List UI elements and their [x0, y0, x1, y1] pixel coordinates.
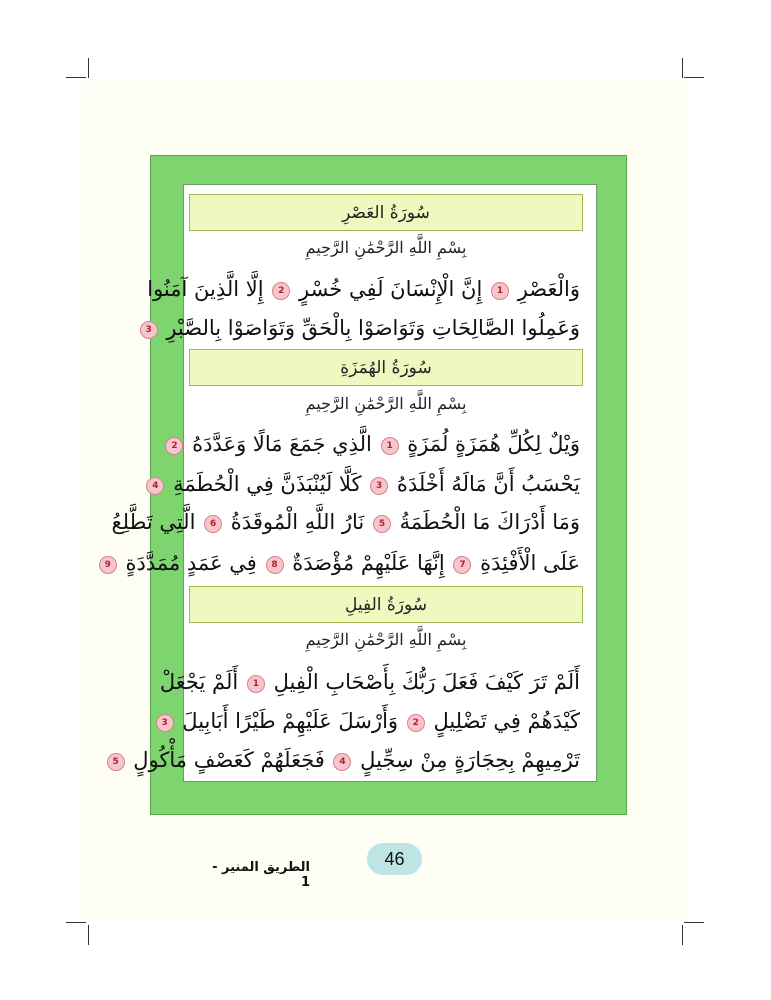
- verse-text: وَأَرْسَلَ عَلَيْهِمْ طَيْرًا أَبَابِيلَ: [182, 709, 399, 733]
- verse-line: [145, 310, 580, 346]
- verse-text: فَجَعَلَهُمْ كَعَصْفٍ مَأْكُولٍ: [133, 748, 325, 772]
- crop-mark: [66, 922, 86, 923]
- verse-text: أَلَمْ يَجْعَلْ: [159, 670, 239, 694]
- ayah-number-marker: 5: [373, 515, 391, 533]
- crop-mark: [88, 58, 89, 78]
- verse-text: إِنَّهَا عَلَيْهِمْ مُؤْصَدَةٌ: [292, 551, 445, 575]
- surah-title: سُورَةُ الفِيلِ: [344, 594, 428, 615]
- verse-line: [159, 664, 580, 700]
- verse-text: الَّتِي تَطَّلِعُ: [111, 510, 196, 534]
- surah-title-banner: [189, 194, 583, 231]
- verse-line: [112, 742, 580, 778]
- crop-mark: [682, 58, 683, 78]
- ayah-number-marker: 3: [370, 477, 388, 495]
- verse-text: الَّذِي جَمَعَ مَالًا وَعَدَّدَهُ: [192, 432, 372, 456]
- verse-text: أَلَمْ تَرَ كَيْفَ فَعَلَ رَبُّكَ بِأَصْحَابِ الْفِيلِ: [273, 670, 580, 694]
- crop-mark: [684, 922, 704, 923]
- verse-text: يَحْسَبُ أَنَّ مَالَهُ أَخْلَدَهُ: [396, 472, 580, 496]
- verse-text: عَلَى الْأَفْئِدَةِ: [480, 551, 580, 575]
- ayah-number-marker: 2: [272, 282, 290, 300]
- ayah-number-marker: 3: [140, 321, 158, 339]
- verse-line: [161, 703, 580, 739]
- verse-text: فِي عَمَدٍ مُمَدَّدَةٍ: [125, 551, 257, 575]
- verse-line: [147, 271, 580, 307]
- verse-text: تَرْمِيهِمْ بِحِجَارَةٍ مِنْ سِجِّيلٍ: [360, 748, 580, 772]
- ayah-number-marker: 8: [266, 556, 284, 574]
- ayah-number-marker: 6: [204, 515, 222, 533]
- verse-line: [104, 545, 580, 581]
- ayah-number-marker: 7: [453, 556, 471, 574]
- ayah-number-marker: 2: [165, 437, 183, 455]
- crop-mark: [66, 77, 86, 78]
- ayah-number-marker: 1: [381, 437, 399, 455]
- ayah-number-marker: 4: [146, 477, 164, 495]
- ayah-number-marker: 1: [491, 282, 509, 300]
- verse-text: كَيْدَهُمْ فِي تَضْلِيلٍ: [433, 709, 580, 733]
- surah-title-banner: [189, 586, 583, 623]
- bismillah: بِسْمِ اللَّهِ الرَّحْمَٰنِ الرَّحِيمِ: [305, 629, 467, 649]
- bismillah: بِسْمِ اللَّهِ الرَّحْمَٰنِ الرَّحِيمِ: [305, 237, 467, 257]
- ayah-number-marker: 4: [333, 753, 351, 771]
- verse-text: وَالْعَصْرِ: [517, 277, 580, 301]
- ayah-number-marker: 3: [156, 714, 174, 732]
- verse-text: إِنَّ الْإِنْسَانَ لَفِي خُسْرٍ: [298, 277, 483, 301]
- verse-text: إِلَّا الَّذِينَ آمَنُوا: [147, 277, 264, 301]
- verse-text: وَعَمِلُوا الصَّالِحَاتِ وَتَوَاصَوْا بِالْحَقِّ وَتَوَاصَوْا بِالصَّبْرِ: [166, 316, 580, 340]
- verse-line: [152, 466, 580, 502]
- page-number-badge: [367, 843, 422, 875]
- ayah-number-marker: 1: [247, 675, 265, 693]
- book-title: الطريق المنير - 1: [212, 860, 310, 890]
- verse-line: [171, 426, 580, 462]
- surah-title-banner: [189, 349, 583, 386]
- page-number: 46: [384, 848, 405, 869]
- surah-title: سُورَةُ العَصْرِ: [342, 202, 430, 223]
- crop-mark: [684, 77, 704, 78]
- ayah-number-marker: 5: [107, 753, 125, 771]
- ayah-number-marker: 9: [99, 556, 117, 574]
- crop-mark: [682, 925, 683, 945]
- verse-text: وَيْلٌ لِكُلِّ هُمَزَةٍ لُمَزَةٍ: [407, 432, 580, 456]
- verse-text: وَمَا أَدْرَاكَ مَا الْحُطَمَةُ: [399, 510, 580, 534]
- ayah-number-marker: 2: [407, 714, 425, 732]
- surah-title: سُورَةُ الهُمَزَةِ: [340, 357, 432, 378]
- verse-text: نَارُ اللَّهِ الْمُوقَدَةُ: [230, 510, 365, 534]
- verse-line: [111, 504, 580, 540]
- crop-mark: [88, 925, 89, 945]
- verse-text: كَلَّا لَيُنْبَذَنَّ فِي الْحُطَمَةِ: [173, 472, 362, 496]
- bismillah: بِسْمِ اللَّهِ الرَّحْمَٰنِ الرَّحِيمِ: [305, 393, 467, 413]
